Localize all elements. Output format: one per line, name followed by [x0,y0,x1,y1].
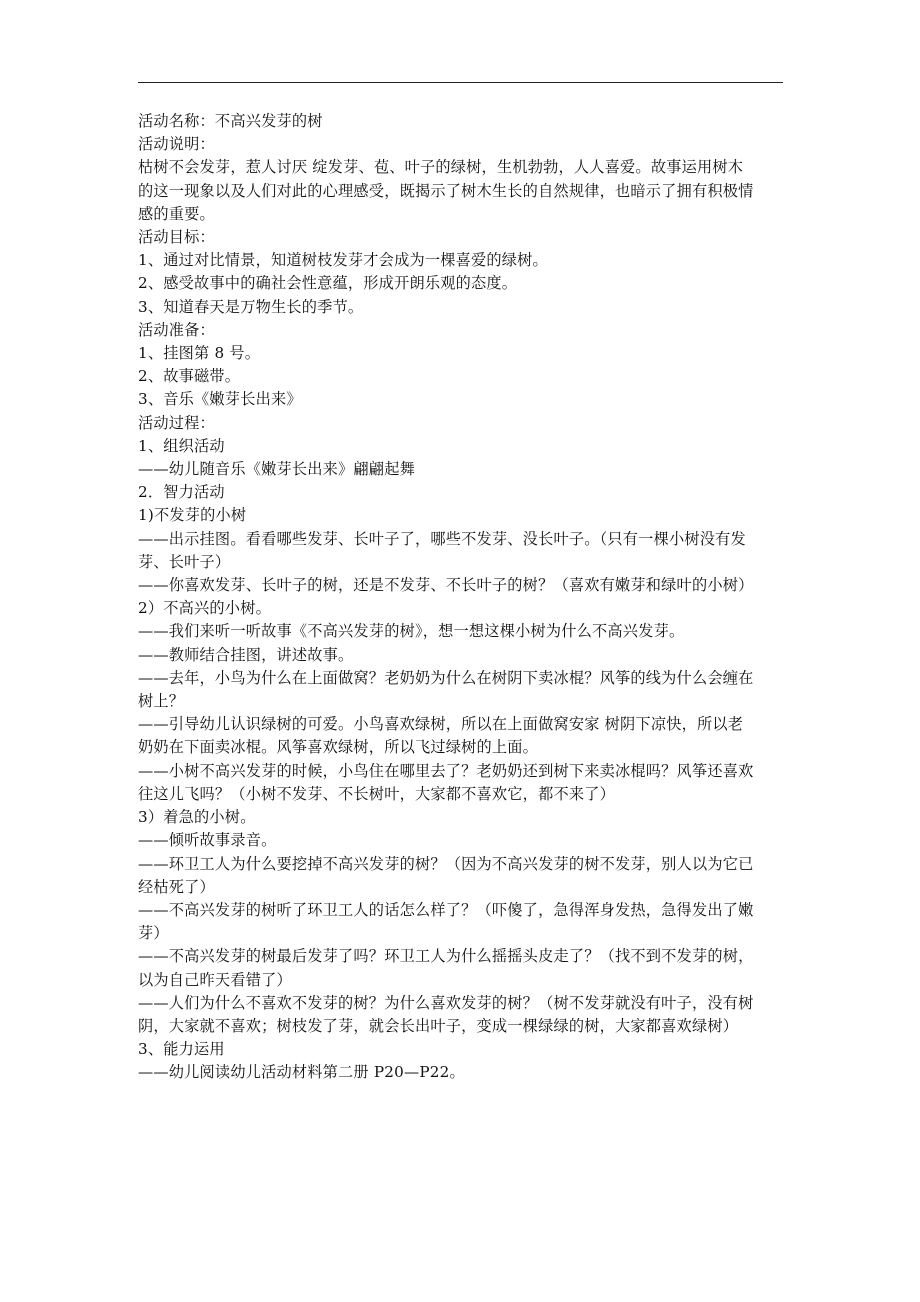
process-section-heading: 1、组织活动 [138,436,225,455]
header-rule [138,82,783,83]
process-text-line: ——小树不高兴发芽的时候，小鸟住在哪里去了？老奶奶还到树下来卖冰棍吗？风筝还喜欢 [138,761,754,780]
process-text-line: 芽） [138,924,169,943]
process-text-line: ——不高兴发芽的树听了环卫工人的话怎么样了？（吓傻了，急得浑身发热，急得发出了嫩 [138,900,754,919]
description-text-line: 枯树不会发芽，惹人讨厌 绽发芽、苞、叶子的绿树，生机勃勃，人人喜爱。故事运用树木 [138,158,744,177]
process-subsection-heading: 1)不发芽的小树 [138,506,247,525]
process-text-line: ——幼儿阅读幼儿活动材料第二册 P20—P22。 [138,1063,465,1082]
goal-item: 2、感受故事中的确社会性意蕴，形成开朗乐观的态度。 [138,274,518,293]
process-text-line: ——出示挂图。看看哪些发芽、长叶子了，哪些不发芽、没长叶子。（只有一棵小树没有发 [138,529,746,548]
process-text-line: ——去年，小鸟为什么在上面做窝？老奶奶为什么在树阴下卖冰棍？风筝的线为什么会缠在 [138,668,754,687]
process-text-line: ——环卫工人为什么要挖掉不高兴发芽的树？（因为不高兴发芽的树不发芽，别人以为它已 [138,854,754,873]
process-text-line: ——不高兴发芽的树最后发芽了吗？环卫工人为什么摇摇头皮走了？（找不到不发芽的树， [138,947,754,966]
process-subsection-heading: 3）着急的小树。 [138,808,256,827]
activity-name-line: 活动名称：不高兴发芽的树 [138,112,323,130]
document-body [138,110,786,1085]
process-text-line: 经枯死了） [138,877,215,896]
process-text-line: ——倾听故事录音。 [138,831,277,850]
description-text-line: 感的重要。 [138,204,215,223]
process-text-line: ——人们为什么不喜欢不发芽的树？为什么喜欢发芽的树？（树不发芽就没有叶子，没有树 [138,993,754,1012]
process-text-line: ——幼儿随音乐《嫩芽长出来》翩翩起舞 [138,460,415,479]
process-section-heading: 2．智力活动 [138,483,225,502]
activity-preparation-heading: 活动准备： [138,320,215,339]
activity-description-heading: 活动说明： [138,135,215,154]
process-text-line: ——教师结合挂图，讲述故事。 [138,645,354,664]
process-text-line: 奶奶在下面卖冰棍。风筝喜欢绿树，所以飞过绿树的上面。 [138,738,539,757]
process-text-line: 树上？ [138,692,185,711]
process-text-line: 以为自己昨天看错了） [138,970,292,989]
goal-item: 1、通过对比情景，知道树枝发芽才会成为一棵喜爱的绿树。 [138,251,548,270]
process-subsection-heading: 2）不高兴的小树。 [138,599,271,618]
process-text-line: ——引导幼儿认识绿树的可爱。小鸟喜欢绿树，所以在上面做窝安家 树阴下凉快，所以老 [138,715,744,734]
process-text-line: ——你喜欢发芽、长叶子的树，还是不发芽、不长叶子的树？（喜欢有嫩芽和绿叶的小树） [138,576,754,595]
preparation-item: 1、挂图第 8 号。 [138,344,261,363]
process-section-heading: 3、能力运用 [138,1040,225,1059]
process-text-line: 往这儿飞吗？（小树不发芽、不长树叶，大家都不喜欢它，都不来了） [138,784,616,803]
preparation-item: 3、音乐《嫩芽长出来》 [138,390,302,409]
process-text-line: 阴，大家就不喜欢；树枝发了芽，就会长出叶子，变成一棵绿绿的树，大家都喜欢绿树） [138,1016,739,1035]
activity-goals-heading: 活动目标： [138,228,215,247]
process-text-line: 芽、长叶子） [138,552,231,571]
goal-item: 3、知道春天是万物生长的季节。 [138,297,364,316]
preparation-item: 2、故事磁带。 [138,367,241,386]
process-text-line: ——我们来听一听故事《不高兴发芽的树》，想一想这棵小树为什么不高兴发芽。 [138,622,685,641]
description-text-line: 的这一现象以及人们对此的心理感受，既揭示了树木生长的自然规律，也暗示了拥有积极情 [138,181,754,200]
activity-process-heading: 活动过程： [138,413,215,432]
